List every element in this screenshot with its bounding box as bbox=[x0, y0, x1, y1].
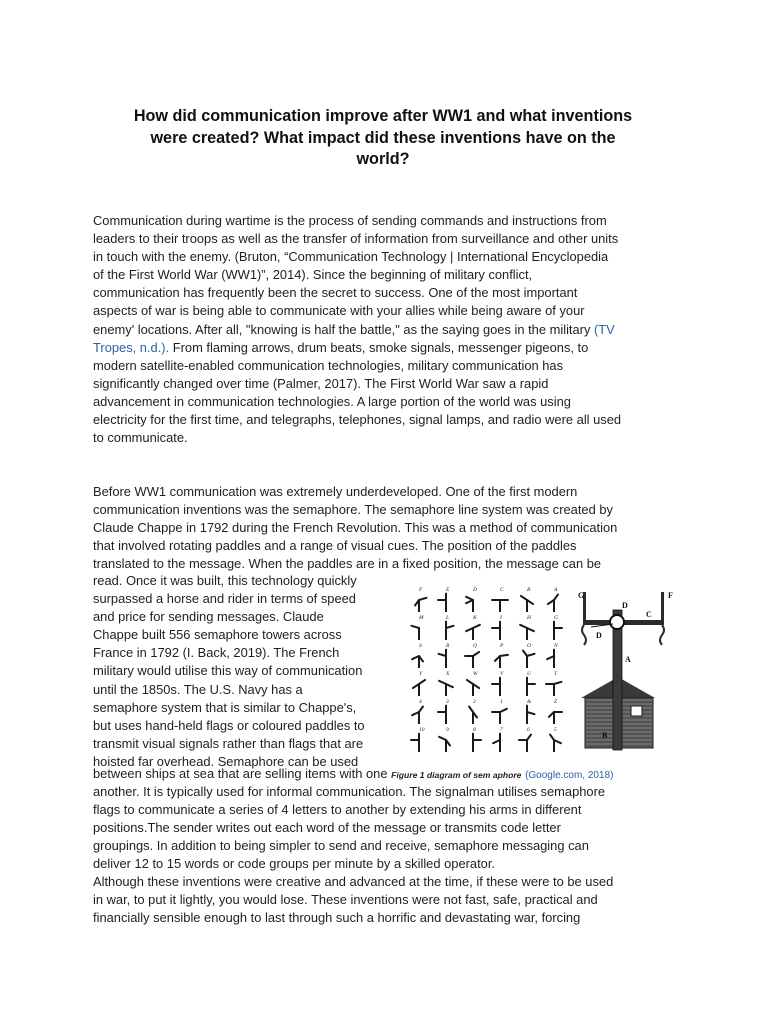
semaphore-letter-label: G bbox=[554, 615, 558, 621]
semaphore-glyph-arm bbox=[500, 709, 507, 712]
semaphore-letter-label: 5 bbox=[554, 727, 557, 733]
text-line: to communicate. bbox=[93, 430, 188, 446]
text-line: and price for sending messages. Claude bbox=[93, 609, 324, 625]
semaphore-glyph-arm bbox=[412, 712, 419, 715]
figure-caption: Figure 1 diagram of sem aphore bbox=[391, 770, 522, 780]
semaphore-glyph-arm bbox=[500, 655, 508, 656]
semaphore-letter-label: B bbox=[527, 587, 531, 593]
semaphore-glyph-arm bbox=[412, 656, 419, 659]
semaphore-glyph-arm bbox=[554, 595, 558, 601]
semaphore-letter-label: O bbox=[527, 643, 531, 649]
tower-left-hook bbox=[582, 625, 586, 645]
semaphore-glyph-arm bbox=[473, 625, 480, 628]
text-line: semaphore system that is similar to Chappe's, bbox=[93, 699, 357, 715]
tower-house-window bbox=[631, 706, 642, 716]
semaphore-glyph-arm bbox=[467, 680, 473, 684]
text-line: communication has frequently been the secret to success. One of the most important bbox=[93, 285, 578, 301]
paragraph-semaphore bbox=[93, 483, 675, 573]
text-line: read. Once it was built, this technology quickly bbox=[93, 573, 357, 588]
semaphore-glyph-arm bbox=[446, 626, 454, 628]
text-segment: From flaming arrows, drum beats, smoke signals, messenger pigeons, to bbox=[169, 339, 589, 355]
semaphore-glyph-arm bbox=[521, 596, 527, 600]
semaphore-glyph-arm bbox=[466, 628, 473, 631]
text-line: financially sensible enough to last through such a horrific and devastating war, forcing bbox=[93, 910, 581, 926]
text-segment: between ships at sea that are selling items with one bbox=[93, 766, 392, 781]
text-line: of the First World War (WW1)”, 2014). Since the beginning of military conflict, bbox=[93, 267, 533, 283]
semaphore-letter-label: Z bbox=[554, 699, 558, 705]
text-line: communication inventions was the semaphore. The semaphore line system was created by bbox=[93, 502, 613, 518]
semaphore-glyph-arm bbox=[412, 626, 420, 628]
paragraph-semaphore-continued bbox=[93, 783, 683, 873]
semaphore-letter-label: Q bbox=[473, 643, 477, 649]
text-line: significantly changed over time (Palmer, 2017). The First World War saw a rapid bbox=[93, 375, 549, 391]
semaphore-glyph-arm bbox=[520, 625, 527, 628]
tower-label-c: C bbox=[646, 610, 652, 619]
text-segment: enemy' locations. After all, "knowing is half the battle," as the saying goes in the military bbox=[93, 321, 591, 337]
semaphore-figure bbox=[403, 582, 683, 762]
semaphore-glyph-arm bbox=[523, 651, 527, 657]
semaphore-letter-label: V bbox=[500, 671, 504, 677]
semaphore-letter-label: 4 bbox=[419, 699, 422, 705]
semaphore-letter-label: I bbox=[500, 615, 502, 621]
semaphore-glyph-arm bbox=[527, 628, 534, 631]
semaphore-letter-label: M bbox=[419, 615, 424, 621]
text-line: leaders to their troops as well as the transfer of information from surveillance and other units bbox=[93, 231, 619, 247]
semaphore-letter-label: 2 bbox=[473, 699, 476, 705]
semaphore-glyph-arm bbox=[527, 654, 535, 656]
citation-link-tv-tropes-cont[interactable]: Tropes, n.d.). bbox=[93, 339, 170, 355]
title-line-3: world? bbox=[356, 150, 410, 168]
text-line: Claude Chappe in 1792 during the French Revolution. This was a method of communication bbox=[93, 520, 618, 536]
semaphore-letter-label: X bbox=[446, 671, 450, 677]
semaphore-glyph-arm bbox=[419, 707, 423, 713]
semaphore-glyph-arm bbox=[469, 707, 473, 713]
text-line: Although these inventions were creative and advanced at the time, if these were to be used bbox=[93, 874, 614, 889]
text-line: Chappe built 556 semaphore towers across bbox=[93, 627, 342, 643]
text-line bbox=[93, 339, 683, 357]
text-line: transmit visual signals rather than flags that are bbox=[93, 735, 364, 751]
tower-pulley bbox=[610, 615, 624, 629]
semaphore-letter-label: C bbox=[500, 587, 504, 593]
semaphore-letter-label: U bbox=[527, 671, 531, 677]
semaphore-letter-label: T bbox=[554, 671, 558, 677]
semaphore-letter-label: W bbox=[473, 671, 478, 677]
semaphore-letter-label: H bbox=[527, 615, 531, 621]
semaphore-glyph-arm bbox=[473, 652, 479, 656]
semaphore-letter-label: 8 bbox=[473, 727, 476, 733]
text-line: groupings. In addition to being simpler to send and receive, semaphore messaging can bbox=[93, 838, 589, 854]
semaphore-tower-illustration bbox=[578, 591, 673, 750]
semaphore-letter-label: S bbox=[419, 643, 422, 649]
semaphore-glyph-arm bbox=[554, 740, 561, 743]
text-line: Before WW1 communication was extremely underdeveloped. One of the first modern bbox=[93, 484, 578, 499]
paragraph-semaphore-wrap bbox=[93, 572, 396, 771]
semaphore-letter-label: Y bbox=[419, 671, 423, 677]
text-line: translated to the message. When the paddles are in a fixed position, the message can be bbox=[93, 556, 602, 572]
semaphore-glyph-arm bbox=[439, 654, 447, 656]
semaphore-letter-label: 9 bbox=[446, 727, 449, 733]
text-line: France in 1792 (I. Back, 2019). The French bbox=[93, 645, 340, 661]
semaphore-letter-label: L bbox=[446, 615, 450, 621]
semaphore-glyph-arm bbox=[527, 735, 531, 741]
semaphore-diagram bbox=[403, 582, 683, 762]
paragraph-conclusion bbox=[93, 873, 683, 927]
text-line: but uses hand-held flags or coloured paddles to bbox=[93, 717, 365, 733]
text-line bbox=[93, 321, 683, 339]
semaphore-letter-label: 1 bbox=[500, 699, 503, 705]
title-line-1: How did communication improve after WW1 and what inventions bbox=[133, 107, 633, 125]
text-line: until the 1850s. The U.S. Navy has a bbox=[93, 681, 303, 697]
text-line: modern satellite-enabled communication technologies, military communication has bbox=[93, 357, 564, 373]
semaphore-glyph-arm bbox=[466, 597, 473, 600]
text-line: in war, to put it lightly, you would lose. These inventions were not fast, safe, practical and bbox=[93, 892, 598, 908]
semaphore-signal-grid bbox=[411, 587, 562, 752]
semaphore-letter-label: K bbox=[473, 615, 477, 621]
tower-label-f: F bbox=[668, 591, 673, 600]
semaphore-glyph-arm bbox=[493, 740, 500, 743]
document-title bbox=[100, 106, 666, 171]
semaphore-letter-label: E bbox=[446, 587, 450, 593]
text-line: military would utilise this way of communication bbox=[93, 663, 363, 679]
semaphore-glyph-arm bbox=[439, 681, 446, 684]
text-line: hoisted far overhead. Semaphore can be used bbox=[93, 753, 359, 769]
tower-label-d-top: D bbox=[622, 601, 628, 610]
tower-right-post bbox=[661, 592, 664, 625]
text-line: aspects of war is being able to communicate with your allies while being aware of your bbox=[93, 303, 585, 319]
citation-link-tv-tropes[interactable]: (TV bbox=[594, 321, 615, 337]
semaphore-letter-label: D bbox=[473, 587, 477, 593]
semaphore-letter-label: & bbox=[527, 699, 532, 705]
semaphore-letter-label: 7 bbox=[500, 727, 503, 733]
text-line: another. It is typically used for informal communication. The signalman utilises semaphore bbox=[93, 784, 606, 799]
semaphore-glyph-arm bbox=[419, 598, 427, 600]
figure-source-link[interactable]: (Google.com, 2018) bbox=[525, 770, 614, 781]
tower-mast bbox=[613, 610, 622, 750]
semaphore-letter-label: A bbox=[554, 587, 558, 593]
semaphore-glyph-arm bbox=[554, 682, 562, 684]
semaphore-letter-label: N bbox=[554, 643, 558, 649]
text-line: electricity for the first time, and telegraphs, telephones, signal lamps, and radio were all used bbox=[93, 412, 622, 428]
text-line: advancement in communication technologies. A large portion of the world was using bbox=[93, 393, 571, 409]
text-line: deliver 12 to 15 words or code groups per minute by a skilled operator. bbox=[93, 856, 495, 872]
tower-label-a: A bbox=[625, 655, 631, 664]
text-line: surpassed a horse and rider in terms of speed bbox=[93, 591, 356, 607]
tower-right-hook bbox=[660, 625, 664, 645]
semaphore-glyph-arm bbox=[550, 735, 554, 741]
semaphore-glyph-arm bbox=[419, 680, 425, 684]
semaphore-glyph-arm bbox=[547, 656, 554, 659]
tower-label-b: B bbox=[602, 731, 608, 740]
text-line: positions.The sender writes out each word of the message or transmits code letter bbox=[93, 820, 561, 836]
semaphore-letter-label: F bbox=[419, 587, 423, 593]
text-line: Communication during wartime is the process of sending commands and instructions from bbox=[93, 213, 607, 228]
semaphore-glyph-arm bbox=[446, 684, 453, 687]
tower-label-g: G bbox=[578, 591, 585, 600]
semaphore-letter-label: 6 bbox=[527, 727, 530, 733]
semaphore-glyph-arm bbox=[527, 712, 535, 714]
semaphore-letter-label: R bbox=[446, 643, 450, 649]
semaphore-letter-label: P bbox=[500, 643, 504, 649]
paragraph-intro bbox=[93, 212, 683, 447]
text-line: in touch with the enemy. (Bruton, “Communication Technology | International Encyclopedia bbox=[93, 249, 609, 265]
semaphore-letter-label: 10 bbox=[419, 727, 425, 733]
tower-label-d-left: D bbox=[596, 631, 602, 640]
semaphore-letter-label: 3 bbox=[446, 699, 449, 705]
semaphore-glyph-arm bbox=[439, 737, 446, 740]
text-line: flags to communicate a series of 4 letters to another by extending his arms in different bbox=[93, 802, 582, 818]
title-line-2: were created? What impact did these inventions have on the bbox=[150, 128, 616, 147]
text-line: that involved rotating paddles and a range of visual cues. The position of the paddles bbox=[93, 538, 577, 554]
